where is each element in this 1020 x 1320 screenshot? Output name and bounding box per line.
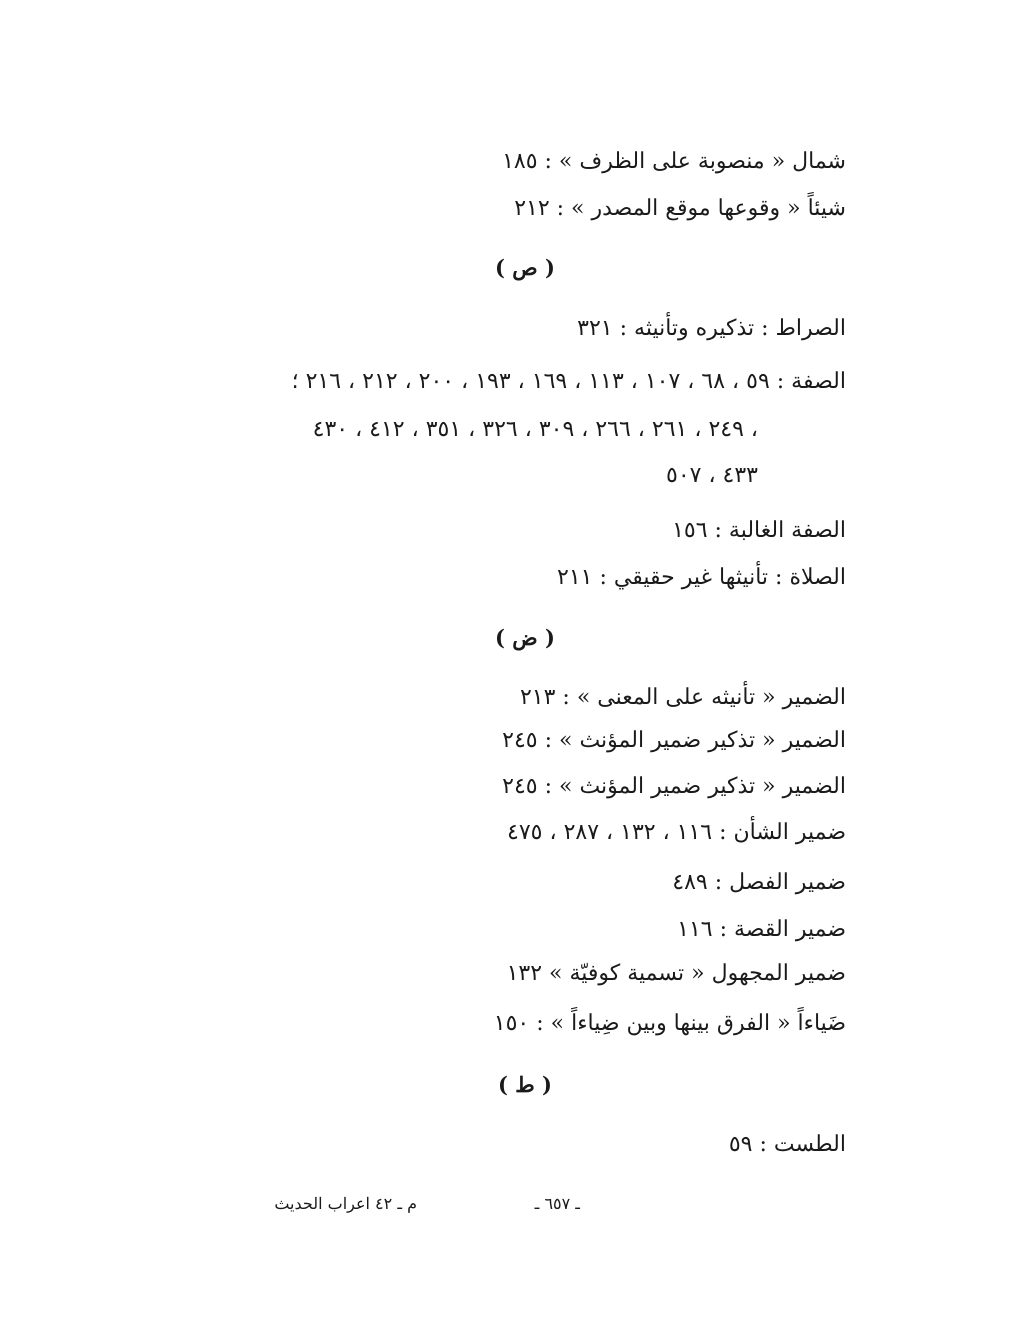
index-entry: شيئاً « وقوعها موقع المصدر » : ٢١٢ [514, 196, 846, 221]
section-heading-sad: ( ص ) [495, 255, 555, 280]
index-entry: الضمير « تذكير ضمير المؤنث » : ٢٤٥ [502, 728, 846, 753]
index-entry: شمال « منصوبة على الظرف » : ١٨٥ [502, 149, 846, 174]
index-entry: ضمير الفصل : ٤٨٩ [672, 870, 846, 895]
index-entry: الضمير « تأنيثه على المعنى » : ٢١٣ [519, 685, 846, 710]
index-entry: الصراط : تذكيره وتأنيثه : ٣٢١ [577, 316, 846, 341]
index-entry: ضمير القصة : ١١٦ [677, 917, 846, 942]
page-number: ـ ٦٥٧ ـ [534, 1194, 580, 1213]
index-entry: ضَياءاً « الفرق بينها وبين ضِياءاً » : ١٥٠ [493, 1011, 846, 1036]
printer-signature: م ـ ٤٢ اعراب الحديث [274, 1194, 417, 1213]
index-entry: الطست : ٥٩ [728, 1132, 846, 1157]
index-entry-continuation: ٢٤٩ ، ٢٦١ ، ٢٦٦ ، ٣٠٩ ، ٣٢٦ ، ٣٥١ ، ٤١٢ ، ٤٣٠ ، [312, 417, 758, 442]
section-heading-ta: ( ط ) [498, 1072, 552, 1097]
index-entry: ضمير الشأن : ١١٦ ، ١٣٢ ، ٢٨٧ ، ٤٧٥ [507, 820, 846, 845]
index-entry: ضمير المجهول « تسمية كوفيّة » ١٣٢ [506, 961, 846, 986]
index-entry: الضمير « تذكير ضمير المؤنث » : ٢٤٥ [502, 774, 846, 799]
index-entry-continuation: ٤٣٣ ، ٥٠٧ [666, 463, 758, 488]
section-heading-dad: ( ض ) [495, 625, 555, 650]
index-entry: الصفة : ٥٩ ، ٦٨ ، ١٠٧ ، ١١٣ ، ١٦٩ ، ١٩٣ ، ٢٠٠ ، ٢١٢ ، ٢١٦ ؛ [291, 369, 846, 394]
index-entry: الصلاة : تأنيثها غير حقيقي : ٢١١ [557, 565, 846, 590]
index-entry: الصفة الغالبة : ١٥٦ [672, 518, 846, 543]
